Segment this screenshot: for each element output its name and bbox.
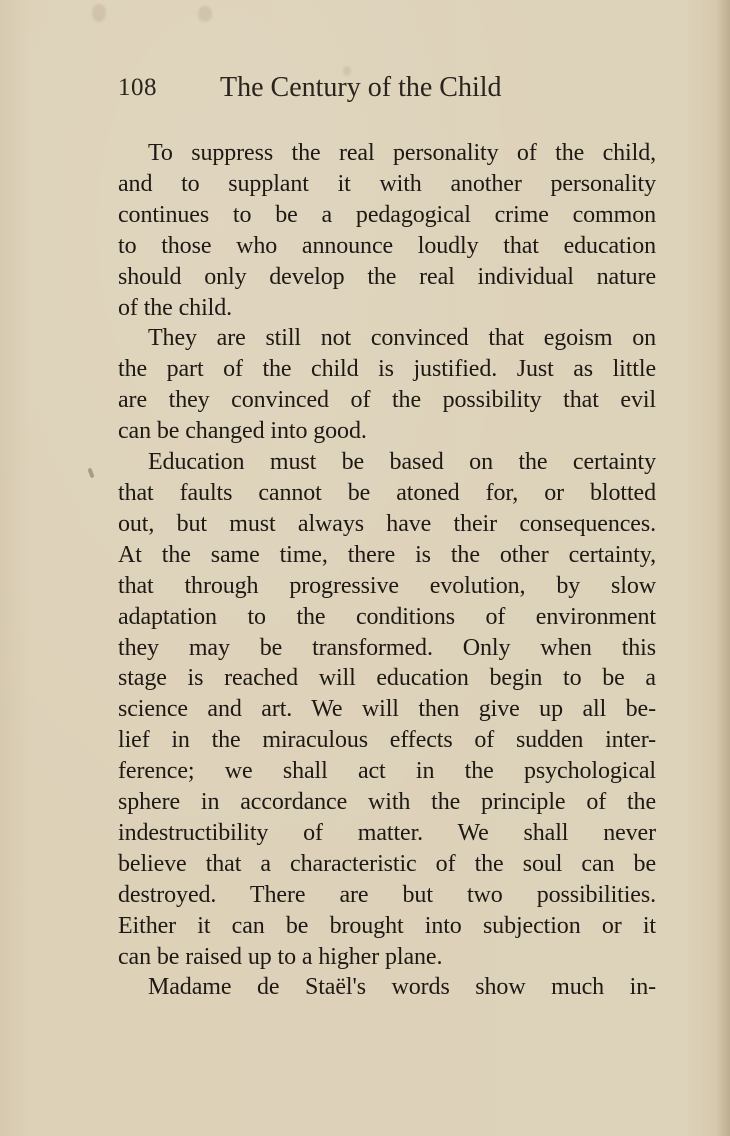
- paragraph-personality: [118, 138, 656, 323]
- text-line: can be raised up to a higher plane.: [118, 943, 443, 970]
- text-line: the part of the child is justified. Just as little: [118, 356, 656, 383]
- text-line: sphere in accordance with the principle of the: [118, 789, 656, 816]
- text-line: out, but must always have their consequences.: [118, 510, 656, 537]
- text-line: should only develop the real individual nature: [118, 263, 656, 290]
- text-line: They are still not convinced that egoism on: [148, 325, 656, 352]
- margin-mark: [87, 468, 94, 479]
- page-edge-shadow: [716, 0, 730, 1136]
- running-title: The Century of the Child: [220, 72, 502, 103]
- paragraph-education: [118, 447, 656, 972]
- text-line: ference; we shall act in the psychological: [118, 758, 656, 785]
- text-line: Education must be based on the certainty: [148, 449, 656, 476]
- text-line: of the child.: [118, 294, 233, 321]
- page-number: 108: [118, 74, 157, 101]
- text-line: To suppress the real personality of the child,: [148, 140, 656, 166]
- text-line: adaptation to the conditions of environment: [118, 603, 656, 630]
- paragraph-madame-de-stael: [118, 972, 656, 1003]
- text-line: are they convinced of the possibility that evil: [118, 387, 656, 414]
- text-line: Either it can be brought into subjection or it: [118, 912, 656, 939]
- text-line: Madame de Staël's words show much in-: [148, 974, 656, 1001]
- text-line: science and art. We will then give up all be-: [118, 696, 656, 723]
- text-line: lief in the miraculous effects of sudden inter-: [118, 727, 656, 754]
- text-line: continues to be a pedagogical crime common: [118, 201, 656, 228]
- text-line: they may be transformed. Only when this: [118, 634, 656, 661]
- text-line: to those who announce loudly that education: [118, 232, 656, 259]
- text-line: believe that a characteristic of the soul can be: [118, 850, 656, 877]
- text-line: At the same time, there is the other certainty,: [118, 541, 656, 568]
- paper-stain: [92, 4, 106, 22]
- paragraph-egoism: [118, 323, 656, 447]
- running-header: [118, 72, 588, 110]
- body-text: [118, 138, 656, 1003]
- text-line: indestructibility of matter. We shall never: [118, 819, 656, 846]
- paper-stain: [198, 6, 212, 22]
- text-line: that through progressive evolution, by slow: [118, 572, 656, 599]
- text-line: and to supplant it with another personality: [118, 170, 656, 197]
- text-line: can be changed into good.: [118, 418, 367, 445]
- text-line: destroyed. There are but two possibilities.: [118, 881, 656, 908]
- text-line: that faults cannot be atoned for, or blotted: [118, 479, 656, 506]
- text-line: stage is reached will education begin to be a: [118, 665, 656, 692]
